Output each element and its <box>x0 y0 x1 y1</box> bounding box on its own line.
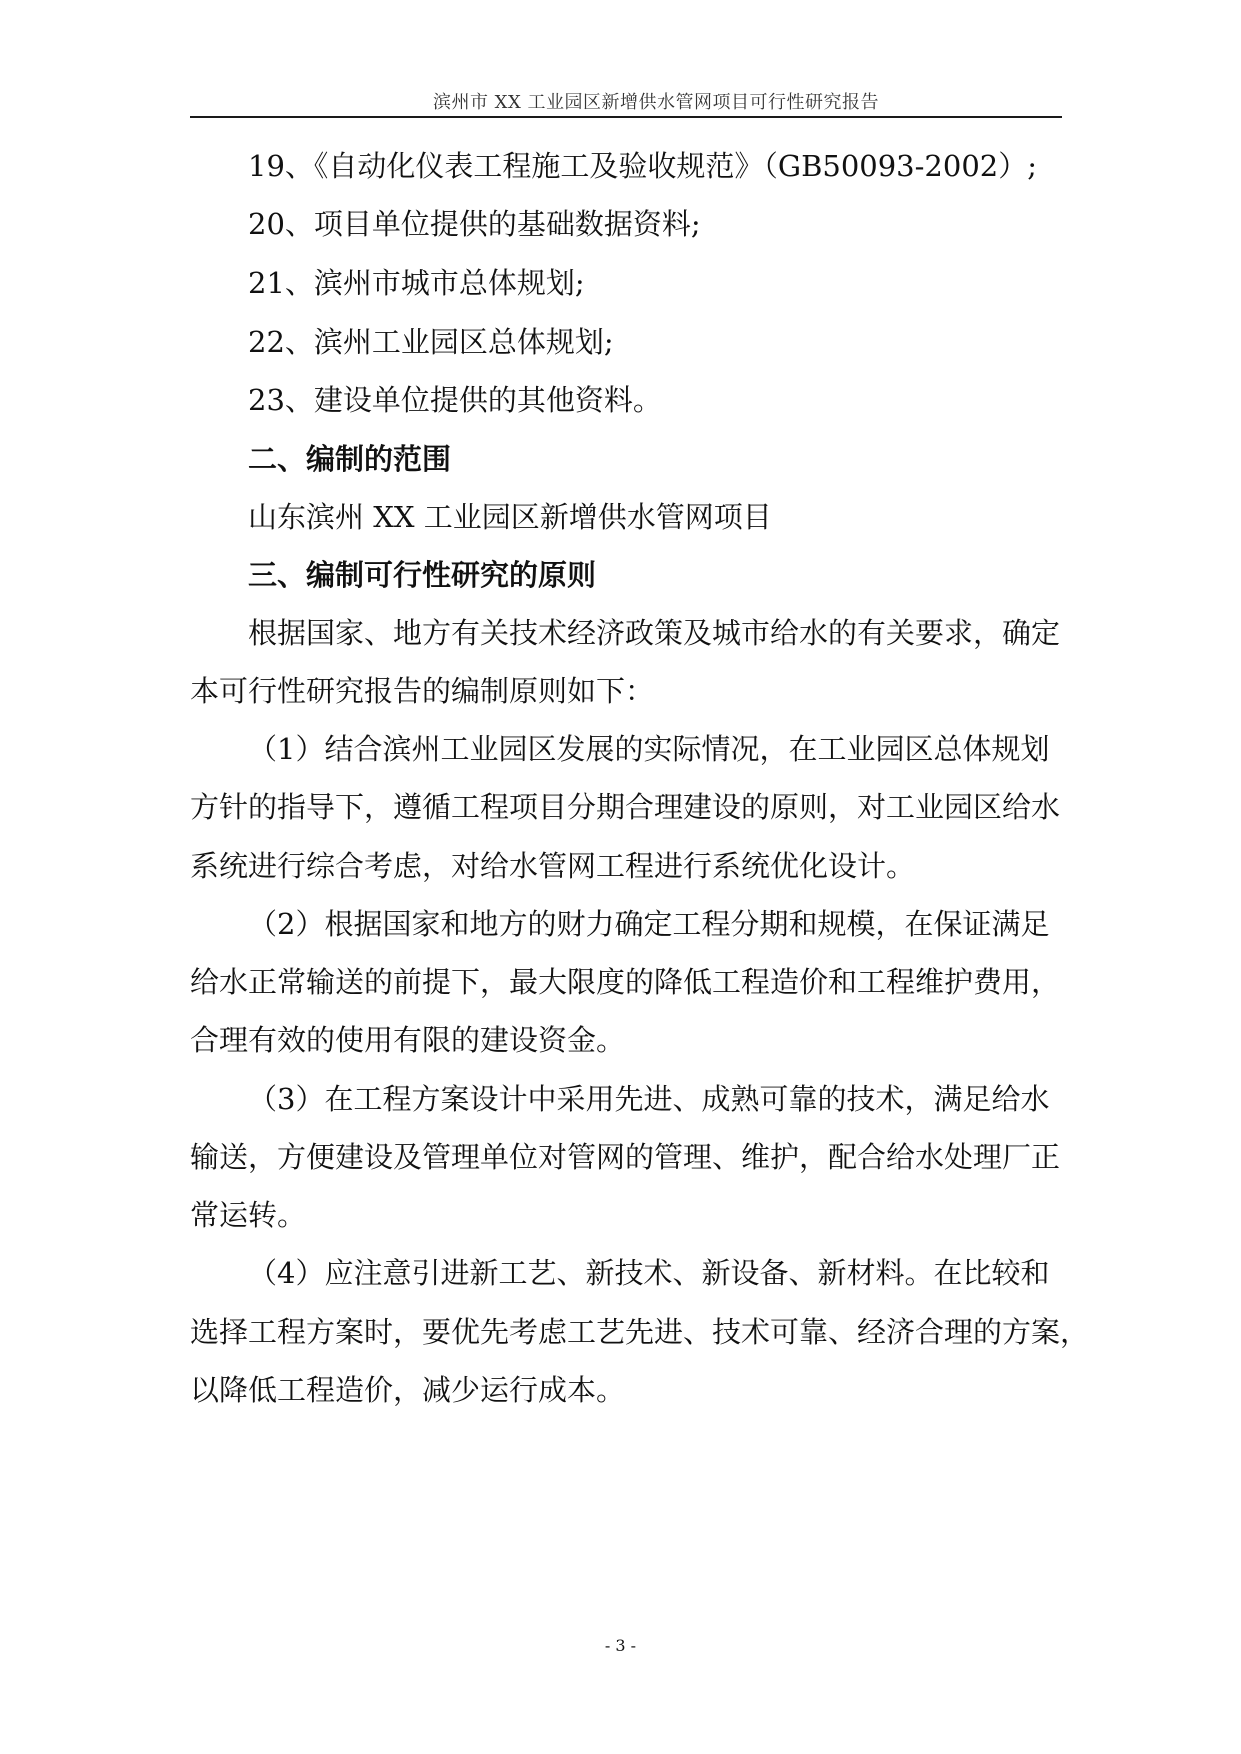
principle-3-line-1: （3）在工程方案设计中采用先进、成熟可靠的技术，满足给水 <box>248 1082 1050 1116</box>
list-item-22: 22、滨州工业园区总体规划; <box>248 325 614 359</box>
principle-2-line-1: （2）根据国家和地方的财力确定工程分期和规模，在保证满足 <box>248 907 1050 941</box>
principle-4-line-1: （4）应注意引进新工艺、新技术、新设备、新材料。在比较和 <box>248 1256 1050 1290</box>
page-number: - 3 - <box>604 1636 637 1655</box>
principle-1-line-2: 方针的指导下，遵循工程项目分期合理建设的原则，对工业园区给水 <box>190 790 1061 824</box>
section-heading-scope: 二、编制的范围 <box>248 442 452 476</box>
principle-3-line-3: 常运转。 <box>190 1198 307 1232</box>
principle-1-line-3: 系统进行综合考虑，对给水管网工程进行系统优化设计。 <box>190 849 916 883</box>
list-item-23: 23、建设单位提供的其他资料。 <box>248 383 662 417</box>
intro-line-2: 本可行性研究报告的编制原则如下： <box>190 674 655 708</box>
scope-text: 山东滨州 XX 工业园区新增供水管网项目 <box>248 500 772 534</box>
principle-4-line-2: 选择工程方案时，要优先考虑工艺先进、技术可靠、经济合理的方案， <box>190 1315 1090 1349</box>
principle-3-line-2: 输送，方便建设及管理单位对管网的管理、维护，配合给水处理厂正 <box>190 1140 1061 1174</box>
list-item-19: 19、《自动化仪表工程施工及验收规范》（GB50093-2002）; <box>248 149 1038 183</box>
list-item-21: 21、滨州市城市总体规划; <box>248 266 585 300</box>
header-title: 滨州市 XX 工业园区新增供水管网项目可行性研究报告 <box>432 92 880 113</box>
page-header <box>190 86 1062 118</box>
section-heading-principles: 三、编制可行性研究的原则 <box>248 558 597 592</box>
list-item-20: 20、项目单位提供的基础数据资料; <box>248 207 701 241</box>
principle-2-line-3: 合理有效的使用有限的建设资金。 <box>190 1023 626 1057</box>
principle-2-line-2: 给水正常输送的前提下，最大限度的降低工程造价和工程维护费用， <box>190 965 1061 999</box>
intro-line-1: 根据国家、地方有关技术经济政策及城市给水的有关要求，确定 <box>248 616 1061 650</box>
principle-1-line-1: （1）结合滨州工业园区发展的实际情况，在工业园区总体规划 <box>248 732 1050 766</box>
principle-4-line-3: 以降低工程造价，减少运行成本。 <box>190 1373 626 1407</box>
